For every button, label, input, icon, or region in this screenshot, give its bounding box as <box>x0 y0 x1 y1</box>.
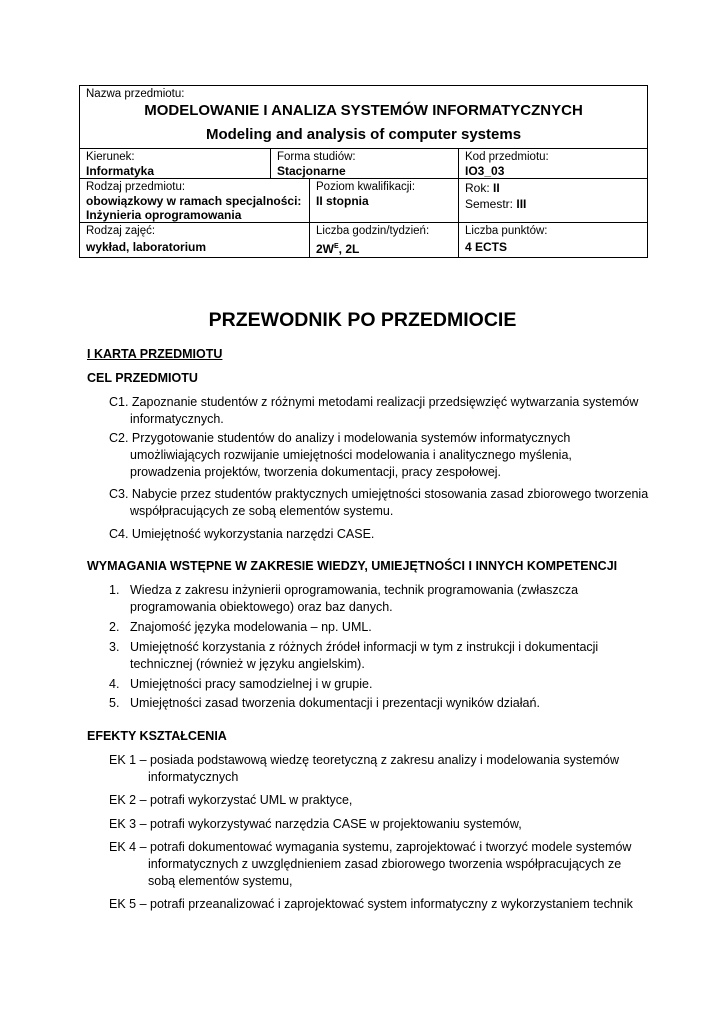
info-row-3 <box>80 222 647 257</box>
wymaganie-2-num: 2. <box>109 620 120 634</box>
course-name-label: Nazwa przedmiotu: <box>86 88 185 100</box>
rodzaj-zajec-value: wykład, laboratorium <box>86 240 207 254</box>
semestr-value: III <box>516 197 527 211</box>
course-title-pl: MODELOWANIE I ANALIZA SYSTEMÓW INFORMATYCZNYCH <box>144 102 583 119</box>
wymaganie-4-line-1: Umiejętności pracy samodzielnej i w grupie. <box>130 677 373 691</box>
rok-cell <box>458 179 647 222</box>
wymaganie-3-line-1: Umiejętność korzystania z różnych źródeł informacji w tym z instrukcji i dokumentacji <box>130 640 599 654</box>
cel-item-2 <box>109 430 649 481</box>
wymaganie-1-num: 1. <box>109 583 120 597</box>
section-wymagania: WYMAGANIA WSTĘPNE W ZAKRESIE WIEDZY, UMIEJĘTNOŚCI I INNYCH KOMPETENCJI <box>87 559 618 573</box>
forma-value: Stacjonarne <box>277 164 346 178</box>
cel-3-line-2: współpracujących ze sobą elementów systemu. <box>130 504 394 518</box>
forma-cell <box>270 149 458 178</box>
godziny-value-a: 2W <box>316 242 334 256</box>
section-cel: CEL PRZEDMIOTU <box>87 371 198 385</box>
poziom-label: Poziom kwalifikacji: <box>316 181 416 193</box>
wymaganie-5-num: 5. <box>109 696 120 710</box>
semestr-label: Semestr: <box>465 197 517 211</box>
wymaganie-1 <box>109 582 629 616</box>
efekt-1 <box>109 752 634 786</box>
cel-3-line-1: C3. Nabycie przez studentów praktycznych umiejętności stosowania zasad zbiorowego tworzenia <box>109 487 649 501</box>
wymaganie-5 <box>109 695 629 712</box>
course-info-table <box>79 85 648 258</box>
wymaganie-4 <box>109 676 629 693</box>
godziny-value-b: , 2L <box>338 242 360 256</box>
rodzaj-przedmiotu-value-1: obowiązkowy w ramach specjalności: <box>86 194 302 208</box>
efekt-2-line-1: EK 2 – potrafi wykorzystać UML w praktyce, <box>109 793 353 807</box>
punkty-cell <box>458 223 647 257</box>
efekt-4-line-3: sobą elementów systemu, <box>148 874 293 888</box>
cel-1-line-2: informatycznych. <box>130 412 224 426</box>
cel-item-1 <box>109 394 649 428</box>
wymaganie-3-num: 3. <box>109 640 120 654</box>
wymaganie-3-line-2: technicznej (również w języku angielskim). <box>130 657 365 671</box>
efekt-3 <box>109 816 634 833</box>
title-cell <box>80 86 647 148</box>
rodzaj-zajec-label: Rodzaj zajęć: <box>86 225 156 237</box>
rodzaj-przedmiotu-value-2: Inżynieria oprogramowania <box>86 208 242 222</box>
wymaganie-4-num: 4. <box>109 677 120 691</box>
poziom-value: II stopnia <box>316 194 369 208</box>
efekt-4-line-2: informatycznych z uwzględnieniem zasad zbiorowego tworzenia współpracujących ze <box>148 857 622 871</box>
godziny-label: Liczba godzin/tydzień: <box>316 225 430 237</box>
cel-item-3 <box>109 486 649 520</box>
cel-2-line-2: umożliwiających rozwijanie umiejętności modelowania i analitycznego myślenia, <box>130 448 572 462</box>
info-row-2 <box>80 178 647 222</box>
cel-2-line-3: prowadzenia projektów, tworzenia dokumentacji, pracy zespołowej. <box>130 465 502 479</box>
wymaganie-3 <box>109 639 629 673</box>
efekt-4 <box>109 839 634 890</box>
kod-value: IO3_03 <box>465 164 505 178</box>
cel-2-line-1: C2. Przygotowanie studentów do analizy i modelowania systemów informatycznych <box>109 431 571 445</box>
title-row <box>80 86 647 148</box>
cel-4-line-1: C4. Umiejętność wykorzystania narzędzi CASE. <box>109 527 375 541</box>
rok-line <box>465 181 641 195</box>
efekt-2 <box>109 792 634 809</box>
kod-cell <box>458 149 647 178</box>
wymaganie-2-line-1: Znajomość języka modelowania – np. UML. <box>130 620 372 634</box>
punkty-label: Liczba punktów: <box>465 225 548 237</box>
kierunek-cell <box>80 149 270 178</box>
efekt-3-line-1: EK 3 – potrafi wykorzystywać narzędzia CASE w projektowaniu systemów, <box>109 817 522 831</box>
main-heading: PRZEWODNIK PO PRZEDMIOCIE <box>208 309 517 331</box>
wymaganie-2 <box>109 619 629 636</box>
efekt-5 <box>109 896 634 913</box>
kierunek-value: Informatyka <box>86 164 155 178</box>
efekt-5-line-1: EK 5 – potrafi przeanalizować i zaprojektować system informatyczny z wykorzystaniem technik <box>109 897 633 911</box>
godziny-cell <box>309 223 458 257</box>
wymaganie-5-line-1: Umiejętności zasad tworzenia dokumentacji i prezentacji wyników działań. <box>130 696 540 710</box>
section-efekty: EFEKTY KSZTAŁCENIA <box>87 729 227 743</box>
rok-label: Rok: <box>465 181 494 195</box>
info-row-1 <box>80 148 647 178</box>
efekt-1-line-2: informatycznych <box>148 770 239 784</box>
cel-1-line-1: C1. Zapoznanie studentów z różnymi metodami realizacji przedsięwzięć wytwarzania systemów <box>109 395 639 409</box>
godziny-value-sup: E <box>334 243 339 250</box>
kierunek-label: Kierunek: <box>86 151 135 163</box>
rodzaj-przedmiotu-label: Rodzaj przedmiotu: <box>86 181 186 193</box>
efekt-4-line-1: EK 4 – potrafi dokumentować wymagania systemu, zaprojektować i tworzyć modele systemów <box>109 840 632 854</box>
godziny-value <box>316 240 452 256</box>
cel-item-4 <box>109 526 649 543</box>
section-karta: I KARTA PRZEDMIOTU <box>87 347 223 361</box>
wymaganie-1-line-2: programowania obiektowego) oraz baz danych. <box>130 600 393 614</box>
kod-label: Kod przedmiotu: <box>465 151 549 163</box>
rodzaj-przedmiotu-cell <box>80 179 309 222</box>
course-title-en: Modeling and analysis of computer systems <box>205 126 522 143</box>
punkty-value: 4 ECTS <box>465 240 508 254</box>
rok-value: II <box>493 181 500 195</box>
wymaganie-1-line-1: Wiedza z zakresu inżynierii oprogramowania, technik programowania (zwłaszcza <box>130 583 579 597</box>
semestr-line <box>465 197 641 211</box>
efekt-1-line-1: EK 1 – posiada podstawową wiedzę teoretyczną z zakresu analizy i modelowania systemów <box>109 753 619 767</box>
forma-label: Forma studiów: <box>277 151 356 163</box>
rodzaj-zajec-cell <box>80 223 309 257</box>
poziom-cell <box>309 179 458 222</box>
